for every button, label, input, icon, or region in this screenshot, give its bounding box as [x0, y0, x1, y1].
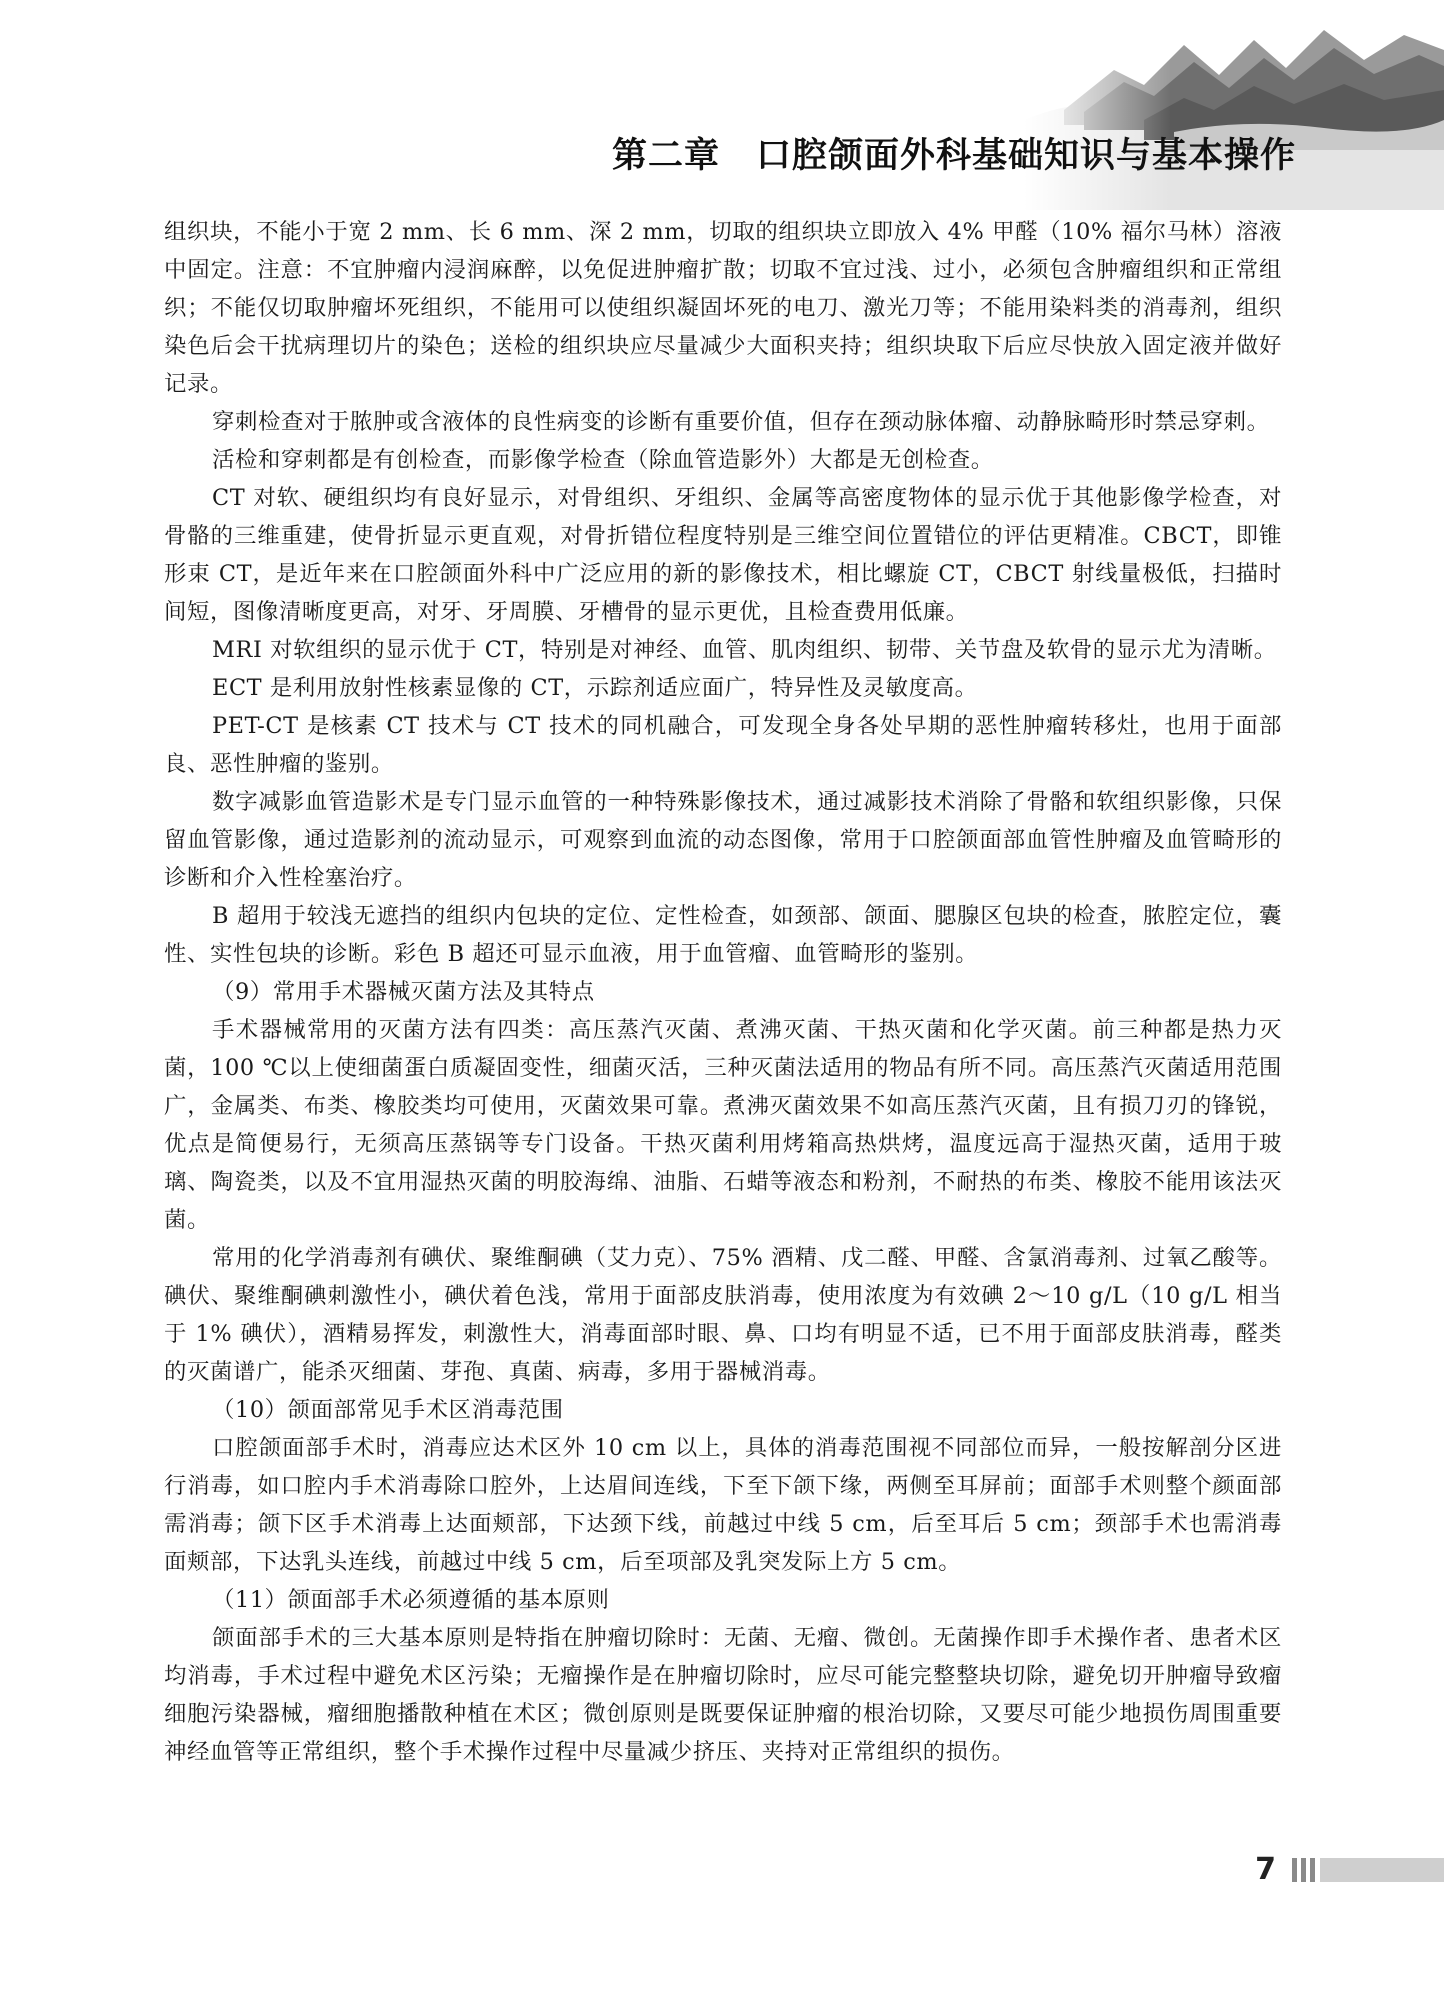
paragraph: 活检和穿刺都是有创检查，而影像学检查（除血管造影外）大都是无创检查。: [212, 447, 994, 473]
page-number: 7: [1255, 1852, 1276, 1887]
section-heading: （10）颌面部常见手术区消毒范围: [212, 1397, 564, 1423]
paragraph: 手术器械常用的灭菌方法有四类：高压蒸汽灭菌、煮沸灭菌、干热灭菌和化学灭菌。前三种都是热力灭菌，100 ℃以上使细菌蛋白质凝固变性，细菌灭活，三种灭菌法适用的物品有所不同。高压蒸汽灭菌适用范围广，金属类、布类、橡胶类均可使用，灭菌效果可靠。煮沸灭菌效果不如高压蒸汽灭菌，且有损刀刃的锋锐，优点是简便易行，无须高压蒸锅等专门设备。干热灭菌利用烤箱高热烘烤，温度远高于湿热灭菌，适用于玻璃、陶瓷类，以及不宜用湿热灭菌的明胶海绵、油脂、石蜡等液态和粉剂，不耐热的布类、橡胶不能用该法灭菌。: [164, 1017, 1282, 1233]
paragraph: PET-CT 是核素 CT 技术与 CT 技术的同机融合，可发现全身各处早期的恶性肿瘤转移灶，也用于面部良、恶性肿瘤的鉴别。: [164, 713, 1282, 777]
section-heading: （11）颌面部手术必须遵循的基本原则: [212, 1587, 610, 1613]
paragraph: CT 对软、硬组织均有良好显示，对骨组织、牙组织、金属等高密度物体的显示优于其他影像学检查，对骨骼的三维重建，使骨折显示更直观，对骨折错位程度特别是三维空间位置错位的评估更精准。CBCT，即锥形束 CT，是近年来在口腔颌面外科中广泛应用的新的影像技术，相比螺旋 CT，CBCT 射线量极低，扫描时间短，图像清晰度更高，对牙、牙周膜、牙槽骨的显示更优，且检查费用低廉。: [164, 485, 1282, 625]
paragraph: MRI 对软组织的显示优于 CT，特别是对神经、血管、肌肉组织、韧带、关节盘及软骨的显示尤为清晰。: [212, 637, 1277, 663]
paragraph: B 超用于较浅无遮挡的组织内包块的定位、定性检查，如颈部、颌面、腮腺区包块的检查，脓腔定位，囊性、实性包块的诊断。彩色 B 超还可显示血液，用于血管瘤、血管畸形的鉴别。: [164, 903, 1282, 967]
chapter-title: 第二章 口腔颌面外科基础知识与基本操作: [612, 136, 1297, 176]
paragraph: 穿刺检查对于脓肿或含液体的良性病变的诊断有重要价值，但存在颈动脉体瘤、动静脉畸形时禁忌穿刺。: [212, 409, 1270, 435]
footer-bars-decoration: [1292, 1858, 1444, 1882]
section-heading: （9）常用手术器械灭菌方法及其特点: [212, 979, 595, 1005]
paragraph: 常用的化学消毒剂有碘伏、聚维酮碘（艾力克）、75% 酒精、戊二醛、甲醛、含氯消毒剂、过氧乙酸等。碘伏、聚维酮碘刺激性小，碘伏着色浅，常用于面部皮肤消毒，使用浓度为有效碘 2～10 g/L（10 g/L 相当于 1% 碘伏），酒精易挥发，刺激性大，消毒面部时眼、鼻、口均有明显不适，已不用于面部皮肤消毒，醛类的灭菌谱广，能杀灭细菌、芽孢、真菌、病毒，多用于器械消毒。: [164, 1245, 1282, 1385]
page-footer: [1240, 1852, 1444, 1888]
paragraph: ECT 是利用放射性核素显像的 CT，示踪剂适应面广，特异性及灵敏度高。: [212, 675, 978, 701]
mountain-landscape-decoration: [1024, 0, 1444, 210]
paragraph: 口腔颌面部手术时，消毒应达术区外 10 cm 以上，具体的消毒范围视不同部位而异，一般按解剖分区进行消毒，如口腔内手术消毒除口腔外，上达眉间连线，下至下颌下缘，两侧至耳屏前；面部手术则整个颜面部需消毒；颌下区手术消毒上达面颊部，下达颈下线，前越过中线 5 cm，后至耳后 5 cm；颈部手术也需消毒面颊部，下达乳头连线，前越过中线 5 cm，后至项部及乳突发际上方 5 cm。: [164, 1435, 1282, 1575]
body-text: [164, 213, 1282, 1771]
paragraph: 数字减影血管造影术是专门显示血管的一种特殊影像技术，通过减影技术消除了骨骼和软组织影像，只保留血管影像，通过造影剂的流动显示，可观察到血流的动态图像，常用于口腔颌面部血管性肿瘤及血管畸形的诊断和介入性栓塞治疗。: [164, 789, 1282, 891]
paragraph: 颌面部手术的三大基本原则是特指在肿瘤切除时：无菌、无瘤、微创。无菌操作即手术操作者、患者术区均消毒，手术过程中避免术区污染；无瘤操作是在肿瘤切除时，应尽可能完整整块切除，避免切开肿瘤导致瘤细胞污染器械，瘤细胞播散种植在术区；微创原则是既要保证肿瘤的根治切除，又要尽可能少地损伤周围重要神经血管等正常组织，整个手术操作过程中尽量减少挤压、夹持对正常组织的损伤。: [164, 1625, 1282, 1765]
paragraph: 组织块，不能小于宽 2 mm、长 6 mm、深 2 mm，切取的组织块立即放入 4% 甲醛（10% 福尔马林）溶液中固定。注意：不宜肿瘤内浸润麻醉，以免促进肿瘤扩散；切取不宜过浅、过小，必须包含肿瘤组织和正常组织；不能仅切取肿瘤坏死组织，不能用可以使组织凝固坏死的电刀、激光刀等；不能用染料类的消毒剂，组织染色后会干扰病理切片的染色；送检的组织块应尽量减少大面积夹持；组织块取下后应尽快放入固定液并做好记录。: [164, 219, 1282, 397]
